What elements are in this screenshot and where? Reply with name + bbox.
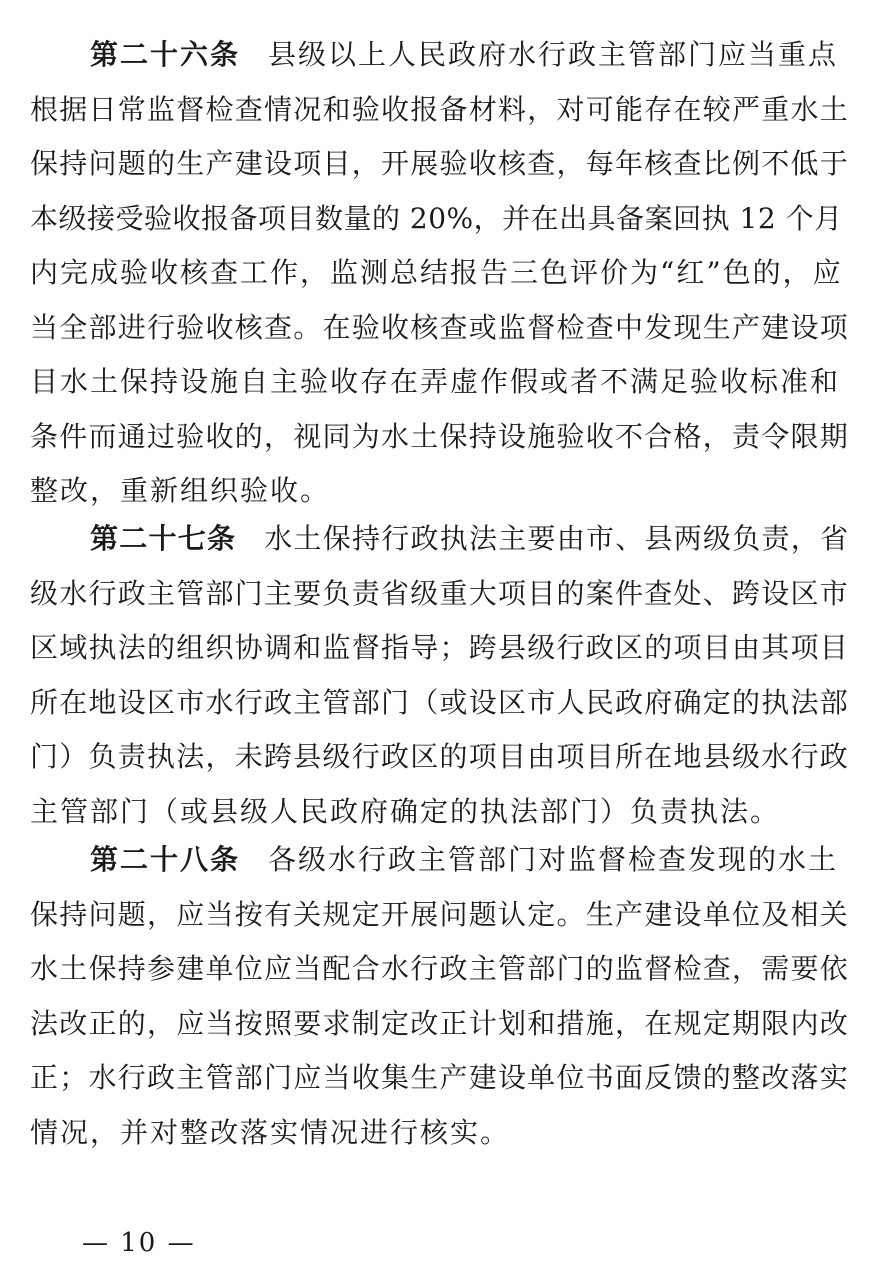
article-text: 水土保持行政执法主要由市、县两级负责，省 [264, 522, 850, 555]
article-line: 目水土保持设施自主验收存在弄虚作假或者不满足验收标准和 [30, 365, 841, 398]
article-line: 保持问题的生产建设项目，开展验收核查，每年核查比例不低于 [30, 147, 850, 180]
article-line: 水土保持参建单位应当配合水行政主管部门的监督检查，需要依 [30, 952, 850, 985]
article-27 [30, 512, 850, 839]
article-line: 门）负责执法，未跨县级行政区的项目由项目所在地县级水行政 [30, 740, 850, 773]
article-text: 县级以上人民政府水行政主管部门应当重点 [268, 38, 839, 71]
article-heading: 第二十八条 [90, 843, 241, 876]
article-line: 所在地设区市水行政主管部门（或设区市人民政府确定的执法部 [30, 685, 850, 719]
article-heading: 第二十七条 [90, 522, 237, 555]
article-first-line [30, 833, 850, 888]
article-line: 法改正的，应当按照要求制定改正计划和措施，在规定期限内改 [30, 1006, 850, 1040]
article-heading: 第二十六条 [90, 38, 241, 71]
article-line: 整改，重新组织验收。 [30, 474, 331, 507]
article-line: 本级接受验收报备项目数量的 20%，并在出具备案回执 12 个月 [30, 201, 843, 235]
article-line: 条件而通过验收的，视同为水土保持设施验收不合格，责令限期 [30, 419, 850, 453]
article-line: 根据日常监督检查情况和验收报备材料，对可能存在较严重水土 [30, 92, 850, 126]
article-first-line [30, 28, 850, 83]
article-line: 当全部进行验收核查。在验收核查或监督检查中发现生产建设项 [30, 310, 850, 344]
article-line: 情况，并对整改落实情况进行核实。 [30, 1115, 511, 1149]
article-line: 级水行政主管部门主要负责省级重大项目的案件查处、跨设区市 [30, 576, 850, 610]
article-line: 保持问题，应当按有关规定开展问题认定。生产建设单位及相关 [30, 897, 850, 931]
page-number: — 10 — [82, 1228, 196, 1258]
article-line: 区域执法的组织协调和监督指导；跨县级行政区的项目由其项目 [30, 631, 850, 664]
article-line: 内完成验收核查工作，监测总结报告三色评价为“红”色的，应 [30, 256, 843, 289]
article-text: 各级水行政主管部门对监督检查发现的水土 [268, 843, 839, 876]
article-line: 主管部门（或县级人民政府确定的执法部门）负责执法。 [30, 794, 781, 828]
article-28 [30, 833, 850, 1160]
article-line: 正；水行政主管部门应当收集生产建设单位书面反馈的整改落实 [30, 1061, 850, 1094]
article-first-line [30, 512, 850, 567]
article-26 [30, 28, 850, 519]
